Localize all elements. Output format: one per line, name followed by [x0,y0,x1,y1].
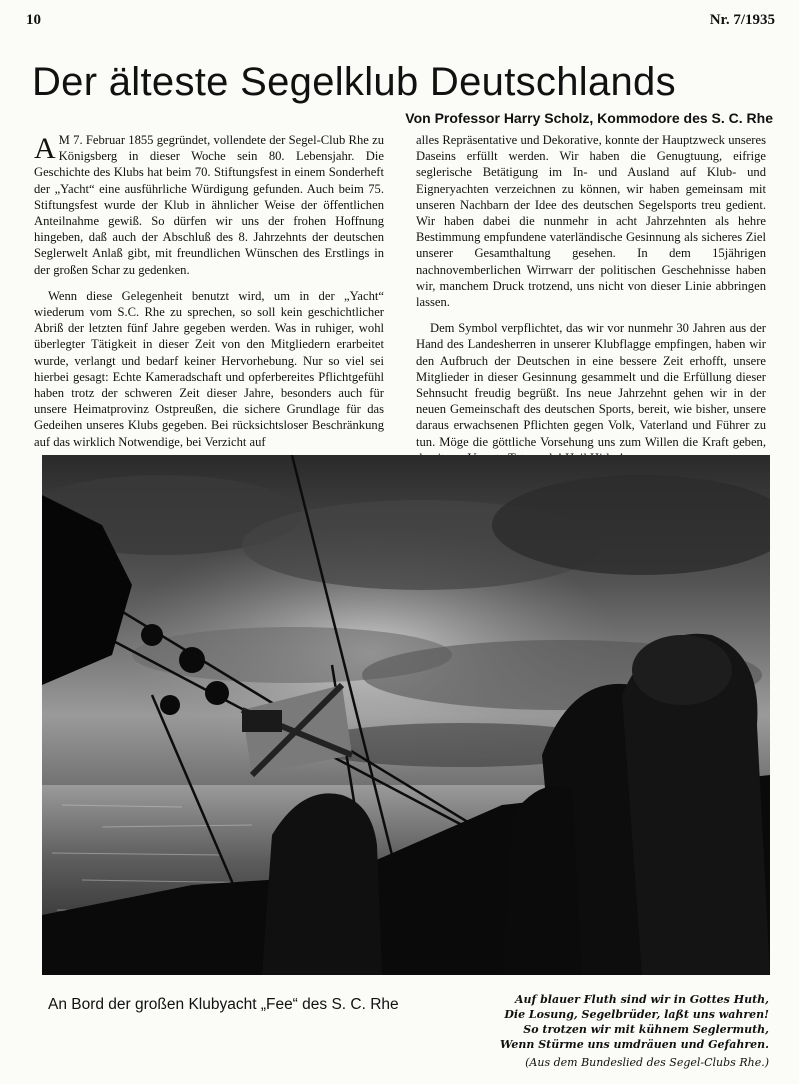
sailing-photo-illustration [42,455,770,975]
drop-cap: A [34,132,56,165]
paragraph-1 [34,132,384,278]
verse-block [500,992,769,1070]
verse-line: Auf blauer Fluth sind wir in Gottes Huth, [515,993,769,1006]
paragraph-3: alles Repräsentative und Dekorative, konnte der Hauptzweck unseres Daseins erfüllt werden. Wir haben die Genugtuung, eifrige seglerische Betätigung im In- und Ausland auf Klub- und Eigneryachten verzeichnen zu können, wir haben gemeinsam mit unseren Nachbarn der Idee des deutschen Segelsports treu gedient. Wir haben dabei die nunmehr in acht Jahrzehnten als hehre Bestimmung empfundene vaterländische Gesinnung als sicheres Ziel unserer Gesamthaltung gesehen. In dem 15jährigen nachnovemberlichen Wirrwarr der politischen Geschehnisse haben wir, manchem Druck trotzend, uns nicht von dieser Linie abbringen lassen. [416,133,766,310]
article-title: Der älteste Segelklub Deutschlands [32,60,676,104]
paragraph-2: Wenn diese Gelegenheit benutzt wird, um in der „Yacht“ wiederum vom S.C. Rhe zu sprechen, so soll kein geschichtlicher Abriß der letzten fünf Jahre gegeben werden. Was in ruhiger, wohl überlegter Tätigkeit in dieser Zeit von den Mitgliedern erarbeitet wurde, verlangt und bedarf keiner Hervorhebung. Nur so viel sei hierbei gesagt: Echte Kameradschaft und opferbereites Pflichtgefühl haben trotz der schweren Zeit dieser Jahre, besonders auch für unsere Heimatprovinz Ostpreußen, die sichere Grundlage für das Gedeihen unseres Klubs gegeben. Bei rücksichtsloser Beschränkung auf das wirklich Notwendige, bei Verzicht auf [34,288,384,449]
paragraph-1-text: M 7. Februar 1855 gegründet, vollendete der Segel-Club Rhe zu Königsberg in dieser Woche sein 80. Lebensjahr. Die Geschichte des Klubs hat beim 70. Stiftungsfest in einem Sonderheft der „Yacht“ eine ausführliche Würdigung gefunden. Auch beim 75. Stiftungsfest wurde der Klub in ähnlicher Weise der öffentlichen Anteilnahme gewiß. So dürfen wir uns der frohen Hoffnung hingeben, daß auch der Abschluß des 8. Jahrzehnts der deutschen Seglerwelt Anlaß gibt, mit freundlichen Wünschen des Erstlings in der großen Schar zu gedenken. [34,133,384,277]
verse-line: Wenn Stürme uns umdräuen und Gefahren. [499,1038,769,1051]
paragraph-4: Dem Symbol verpflichtet, das wir vor nunmehr 30 Jahren aus der Hand des Landesherren in unserer Klubflagge empfingen, haben wir den Aufbruch der Deutschen in eine bessere Zeit erhofft, unsere Mitglieder in dieser Gesinnung gesammelt und die Erfüllung dieser Sehnsucht freudig begrüßt. Ins neue Jahrzehnt gehen wir in der neuen Gemeinschaft des deutschen Sports, bereit, wie bisher, unsere daraus erwachsenen Pflichten gegen Volk, Vaterland und Führer zu tun. Möge die göttliche Vorsehung uns zum Willen die Kraft geben, [416,321,766,449]
text-column-left [34,132,384,460]
page-number: 10 [26,12,41,28]
verse-source: (Aus dem Bundeslied des Segel-Clubs Rhe.) [525,1056,769,1069]
photo-caption: An Bord der großen Klubyacht „Fee“ des S. C. Rhe [48,996,399,1013]
sailing-photo [42,455,770,975]
text-column-right [416,132,766,476]
issue-number: Nr. 7/1935 [709,12,775,28]
article-byline: Von Professor Harry Scholz, Kommodore des S. C. Rhe [405,110,773,126]
verse-line: So trotzen wir mit kühnem Seglermuth, [523,1023,769,1036]
verse-line: Die Losung, Segelbrüder, laßt uns wahren! [504,1008,769,1021]
